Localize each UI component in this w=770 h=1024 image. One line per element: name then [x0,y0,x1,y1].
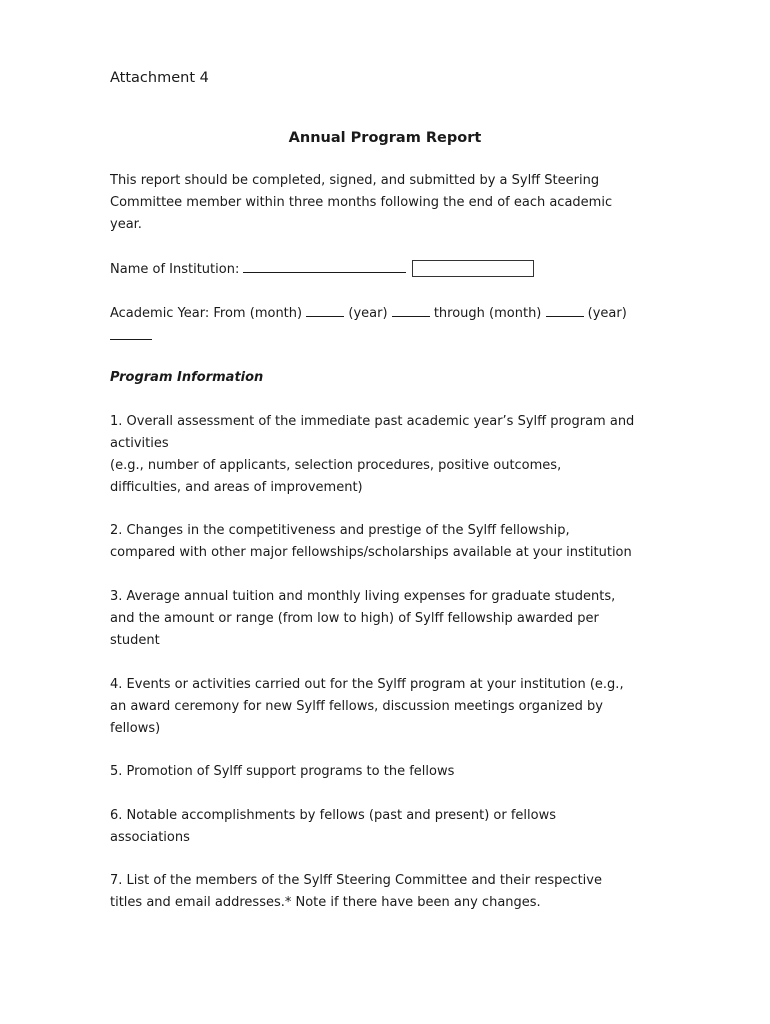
question-4 [110,674,660,740]
to-month-label: (month) [489,306,542,321]
question-2 [110,520,670,564]
question-6 [110,805,610,849]
from-month-label: (month) [249,306,303,321]
question-3 [110,586,655,652]
to-month-blank[interactable] [546,302,584,317]
intro-line: year. [110,217,142,232]
question-line: compared with other major fellowships/scholarships available at your institution [110,545,632,560]
to-year-line [110,325,670,348]
question-line: 7. List of the members of the Sylff Steering Committee and their respective [110,873,602,888]
through-label: through [433,306,485,321]
institution-row [110,258,670,281]
question-line: an award ceremony for new Sylff fellows, discussion meetings organized by [110,699,603,714]
from-year-label: (year) [348,306,388,321]
question-5 [110,761,670,783]
academic-year-row [110,302,670,348]
question-line: associations [110,830,190,845]
question-line: (e.g., number of applicants, selection procedures, positive outcomes, [110,458,562,473]
question-line: 1. Overall assessment of the immediate past academic year’s Sylff program and [110,414,635,429]
intro-line: Committee member within three months following the end of each academic [110,195,613,210]
intro-line: This report should be completed, signed, and submitted by a Sylff Steering [110,173,600,188]
question-line: 2. Changes in the competitiveness and prestige of the Sylff fellowship, [110,523,570,538]
question-line: 6. Notable accomplishments by fellows (past and present) or fellows [110,808,556,823]
question-line: 5. Promotion of Sylff support programs to the fellows [110,764,455,779]
question-line: fellows) [110,721,161,736]
from-year-blank[interactable] [392,302,430,317]
institution-input[interactable] [412,260,534,277]
question-line: 4. Events or activities carried out for the Sylff program at your institution (e.g., [110,677,624,692]
report-title: Annual Program Report [288,130,482,146]
attachment-label: Attachment 4 [110,70,209,86]
institution-underline [243,258,406,273]
question-line: difficulties, and areas of improvement) [110,480,363,495]
question-1 [110,411,670,499]
intro-paragraph [110,170,650,236]
academic-year-label: Academic Year: From [110,306,246,321]
to-year-blank[interactable] [110,325,152,340]
institution-label: Name of Institution: [110,262,240,277]
question-line: student [110,633,160,648]
question-line: activities [110,436,169,451]
section-heading: Program Information [110,370,264,385]
question-line: titles and email addresses.* Note if there have been any changes. [110,895,541,910]
question-7 [110,870,640,914]
from-month-blank[interactable] [306,302,344,317]
question-line: 3. Average annual tuition and monthly living expenses for graduate students, [110,589,616,604]
to-year-label: (year) [587,306,627,321]
question-line: and the amount or range (from low to high) of Sylff fellowship awarded per [110,611,599,626]
